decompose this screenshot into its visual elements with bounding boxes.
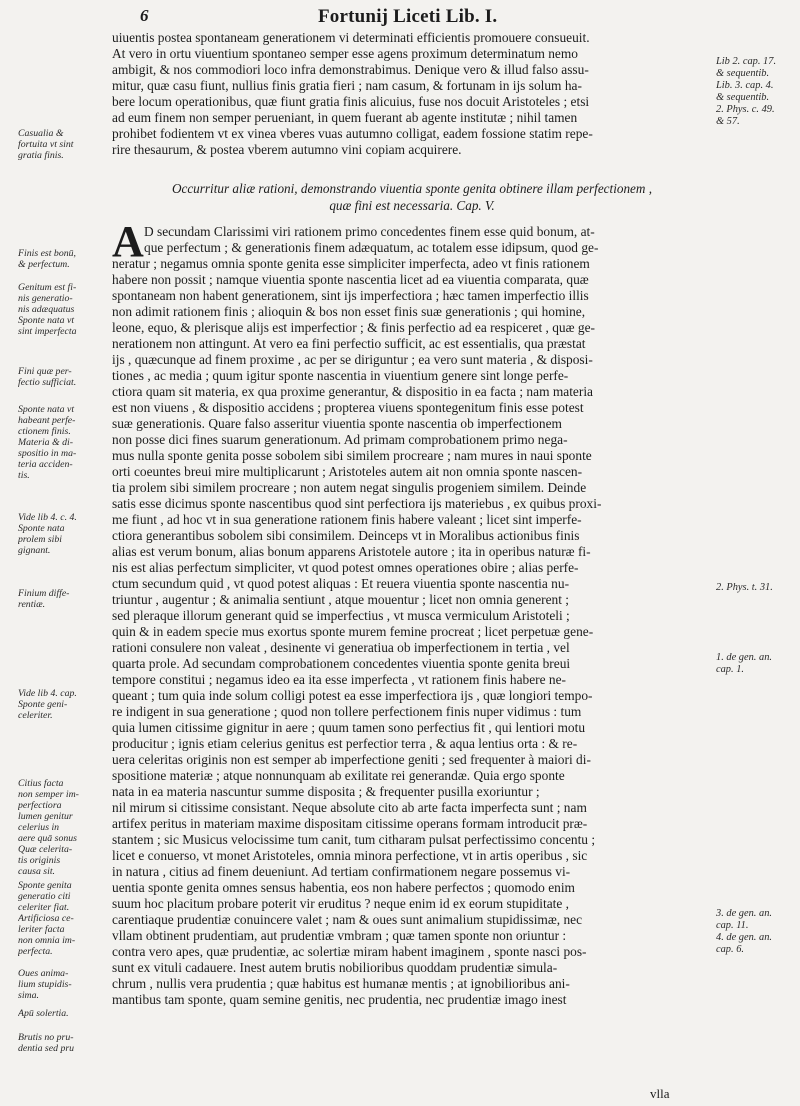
text-line: queant ; tum quia inde solum colligi potest ea esse imperfectiora ijs , quæ longiori tempo- xyxy=(112,688,593,703)
margin-note-line: Vide lib 4. c. 4. xyxy=(18,512,77,523)
text-line: bere locum operationibus, quæ fiunt gratia finis alicuius, fuse nos docuit Aristoteles ; etsi xyxy=(112,94,590,109)
margin-citation xyxy=(716,652,800,676)
text-line: non posse dici fines suarum generationum. Ad primam comprobationem primo nega- xyxy=(112,432,568,447)
text-line: contra vero apes, quæ prudentiæ, ac solertiæ miram habent imaginem , sponte nasci pos- xyxy=(112,944,587,959)
margin-note-line: ctionem finis. xyxy=(18,426,71,437)
margin-note-line: Materia & di- xyxy=(18,437,73,448)
text-line: me fiunt , ad hoc vt in sua generatione rationem finis habere valeant ; licet sint imperfe- xyxy=(112,512,582,527)
margin-note-line: celerius in xyxy=(18,822,60,833)
left-margin-notes xyxy=(0,0,108,1106)
margin-note-line: Genitum est fi- xyxy=(18,282,77,293)
right-margin-notes xyxy=(716,0,800,1106)
chapter-body xyxy=(112,217,712,1008)
text-line: uiuentis postea spontaneam generationem vi determinati efficientis promouere consueuit. xyxy=(112,30,590,45)
text-line: licet e conuerso, vt monet Aristoteles, omnia minora perfectione, vt in artis operibus , sic xyxy=(112,848,588,863)
margin-note-line: lium stupidis- xyxy=(18,979,72,990)
text-line: nis est alias perfectum simpliciter, vt quod potest omnes operationes obire ; alias perfe- xyxy=(112,560,579,575)
drop-cap: A xyxy=(112,217,144,266)
text-line: uera celeritas originis non est semper ab imperfectione geniti ; sed frequenter à maiori di- xyxy=(112,752,591,767)
text-line: D secundam Clarissimi viri rationem primo concedentes finem esse quid bonum, at- xyxy=(144,224,595,239)
text-line: quia lumen citissime gignitur in aere ; quum tamen sono perfectius fit , qui lentiori motu xyxy=(112,720,586,735)
text-line: uentia sponte genita omnes sensus habentia, eos non habere perfectos ; quomodo enim xyxy=(112,880,575,895)
margin-note-line: causa sit. xyxy=(18,866,56,877)
margin-note-line: non omnia im- xyxy=(18,935,76,946)
margin-note-line: Sponte nata vt xyxy=(18,315,75,326)
text-line: rire thesaurum, & postea vberem autumno vini copiam acquirere. xyxy=(112,142,462,157)
margin-note-line: prolem sibi xyxy=(18,534,62,545)
margin-note-line: teria acciden- xyxy=(18,459,73,470)
text-line: mus nulla sponte genita posse sobolem sibi similem procreare ; nam mures in naui sponte xyxy=(112,448,592,463)
chapter-heading-line: quæ fini est necessaria. Cap. V. xyxy=(329,198,495,213)
margin-note xyxy=(18,282,108,337)
margin-citation-line: 1. de gen. an. xyxy=(716,652,772,663)
text-line: quin & in eadem specie mus exortus sponte murem femine procreat ; licet perpetuæ gene- xyxy=(112,624,594,639)
text-line: nil mirum si citissime consistant. Neque absolute cito ab arte facta imperfecta sunt ; nam xyxy=(112,800,587,815)
catchword: vlla xyxy=(650,1086,670,1101)
margin-note-line: Casualia & xyxy=(18,128,64,139)
text-line: non adimit rationem finis ; alioquin & bos non esset finis suæ generationis ; qui homine, xyxy=(112,304,586,319)
intro-paragraph xyxy=(112,30,712,158)
text-line: sunt ex vituli cadauere. Inest autem brutis nobilioribus quoddam prudentiæ simula- xyxy=(112,960,558,975)
margin-note-line: celeriter. xyxy=(18,710,53,721)
text-line: que perfectum ; & generationis finem adæquatum, ac totalem esse idipsum, quod ge- xyxy=(144,240,599,255)
text-line: satis esse dicimus sponte nascentibus quod sint perfectiora ijs materiebus , ex quibus proxi- xyxy=(112,496,602,511)
text-line: producitur ; ignis etiam celerius genitus est perfectior terra , & aqua lentius orta : & re- xyxy=(112,736,578,751)
margin-note-line: generatio citi xyxy=(18,891,71,902)
text-line: rationi consulere non valeat , desinente vi generatiua ob imperfectionem in tertia , vel xyxy=(112,640,570,655)
margin-note-line: sint imperfecta xyxy=(18,326,77,337)
margin-citation-line: & sequentib. xyxy=(716,92,770,103)
margin-note xyxy=(18,588,108,610)
margin-note-line: rentiæ. xyxy=(18,599,46,610)
text-line: in natura , citius ad finem deueniunt. Ad tertiam confirmationem negare possemus vi- xyxy=(112,864,571,879)
text-line: tempore constitui ; negamus ideo ea ita esse imperfecta , vt rationem finis habere ne- xyxy=(112,672,567,687)
margin-citation-line: 4. de gen. an. xyxy=(716,932,772,943)
margin-note-line: perfectiora xyxy=(18,800,62,811)
margin-note-line: Vide lib 4. cap. xyxy=(18,688,77,699)
margin-citation xyxy=(716,56,800,128)
margin-note xyxy=(18,880,108,957)
text-line: ijs , quæcunque ad finem proxime , ac per se diriguntur ; ea vero sunt materia , & disposi- xyxy=(112,352,593,367)
margin-note-line: Sponte nata vt xyxy=(18,404,75,415)
text-line: ctiora quam sit materia, ex qua proxime generantur, & dispositio in ea facta ; nam materia xyxy=(112,384,593,399)
margin-note-line: tis originis xyxy=(18,855,61,866)
margin-citation-line: 2. Phys. t. 31. xyxy=(716,582,773,593)
margin-note-line: gignant. xyxy=(18,545,51,556)
margin-note xyxy=(18,128,108,161)
text-line: spositione materiæ ; atque nonnunquam ab exilitate rei generandæ. Quia ergo sponte xyxy=(112,768,565,783)
running-title: Fortunij Liceti Lib. I. xyxy=(318,6,498,27)
text-line: ambigit, & nos commodiori loco infra demonstrabimus. Denique vero & illud falso assu- xyxy=(112,62,589,77)
text-line: triuntur , augentur ; & animalia sentiunt , atque mouentur ; licet non omnia generent ; xyxy=(112,592,570,607)
margin-note xyxy=(18,366,108,388)
margin-note-line: aere quā sonus xyxy=(18,833,77,844)
chapter-text xyxy=(112,217,712,1008)
margin-note-line: Fini quæ per- xyxy=(18,366,72,377)
page-header xyxy=(0,6,800,28)
text-line: ctiora generantibus sobolem sibi consimilem. Deinceps vt in Moralibus actionibus finis xyxy=(112,528,580,543)
margin-note-line: non semper im- xyxy=(18,789,79,800)
margin-citation-line: & sequentib. xyxy=(716,68,770,79)
margin-note-line: fectio sufficiat. xyxy=(18,377,77,388)
margin-note xyxy=(18,1032,108,1054)
text-line: stantem ; sic Musicus velocissime tum canit, tum citharam pulsat perfectissimo concentu ; xyxy=(112,832,596,847)
margin-note-line: Citius facta xyxy=(18,778,64,789)
text-line: alias est verum bonum, alias bonum apparens Aristotele autore ; ita in operibus naturæ fi- xyxy=(112,544,591,559)
text-line: sed pleraque illorum generant quid se imperfectius , vt musca vermiculum Aristoteli ; xyxy=(112,608,570,623)
margin-note-line: perfecta. xyxy=(18,946,53,957)
margin-note xyxy=(18,968,108,1001)
chapter-heading xyxy=(112,180,712,214)
margin-note-line: Apū solertia. xyxy=(18,1008,69,1019)
margin-note-line: Quæ celerita- xyxy=(18,844,73,855)
margin-note xyxy=(18,404,108,481)
margin-citation-line: & 57. xyxy=(716,116,740,127)
margin-citation-line: cap. 11. xyxy=(716,920,749,931)
margin-note-line: spositio in ma- xyxy=(18,448,77,459)
margin-note-line: lumen genitur xyxy=(18,811,73,822)
margin-citation-line: 3. de gen. an. xyxy=(716,908,772,919)
page-number: 6 xyxy=(140,6,149,25)
margin-note xyxy=(18,512,108,556)
margin-citation-line: cap. 1. xyxy=(716,664,744,675)
margin-note-line: fortuita vt sint xyxy=(18,139,74,150)
text-line: At vero in ortu viuentium spontaneo semper esse agens proximum determinatum nemo xyxy=(112,46,578,61)
margin-note-line: Brutis no pru- xyxy=(18,1032,74,1043)
margin-citation-line: Lib 2. cap. 17. xyxy=(716,56,777,67)
margin-note-line: habeant perfe- xyxy=(18,415,76,426)
text-line: ad eum finem non semper perueniant, in quem fuerant ab agente institutæ ; nihil tamen xyxy=(112,110,578,125)
text-line: prohibet fodientem vt ex vinea vberes vuas autumno colligat, eadem fossione statim repe- xyxy=(112,126,593,141)
text-line: tia prolem sibi similem procreare ; non autem negat singulis progeniem similem. Deinde xyxy=(112,480,587,495)
text-line: spontaneam non habent generationem, sint ijs imperfectiora ; hæc tamen imperfectio illis xyxy=(112,288,589,303)
text-line: chrum , nullis vera prudentia ; quæ habitus est humanæ mentis ; at ignobilioribus ani- xyxy=(112,976,570,991)
margin-note-line: Sponte nata xyxy=(18,523,65,534)
chapter-heading-line: Occurritur aliæ rationi, demonstrando viuentia sponte genita obtinere illam perfectionem , xyxy=(171,181,653,196)
text-line: vllam obtinent prudentiam, aut prudentiæ vmbram ; quæ tamen sponte non oriuntur : xyxy=(112,928,567,943)
text-line: re indigent in sua generatione ; quod non tollere perfectionem finis nuper vidimus : tum xyxy=(112,704,582,719)
text-line: habere non possit ; namque viuentia sponte nascentia licet ad ea viuentia comparata, quæ xyxy=(112,272,589,287)
text-line: artifex peritus in materiam maxime dispositam citissime operans formam introducit præ- xyxy=(112,816,588,831)
margin-note-line: tis. xyxy=(18,470,30,481)
text-line: ctum secundum quid , vt quod potest aliquas : Et reuera viuentia sponte nascentia nu- xyxy=(112,576,570,591)
text-line: nata in ea materia nascuntur summe disposita ; & frequenter pusilla exoriuntur ; xyxy=(112,784,540,799)
margin-citation-line: cap. 6. xyxy=(716,944,744,955)
text-line: leone, equo, & plerisque alijs est imperfectior ; & finis perfectio ad ea respiceret , quæ ge- xyxy=(112,320,596,335)
margin-note-line: gratia finis. xyxy=(18,150,64,161)
margin-note-line: leriter facta xyxy=(18,924,65,935)
margin-note-line: Finis est bonū, xyxy=(18,248,76,259)
margin-note-line: sima. xyxy=(18,990,39,1001)
margin-note-line: nis adæquatus xyxy=(18,304,75,315)
margin-note-line: & perfectum. xyxy=(18,259,70,270)
margin-note-line: Sponte geni- xyxy=(18,699,68,710)
text-line: nerationem non attingunt. At vero ea fini perfectio sufficit, ac est essentialis, qua præstat xyxy=(112,336,586,351)
margin-citation-line: 2. Phys. c. 49. xyxy=(716,104,775,115)
margin-citation-line: Lib. 3. cap. 4. xyxy=(716,80,774,91)
text-line: est non viuens , & dispositio accidens ; propterea viuens spontegenitum finis esse potest xyxy=(112,400,584,415)
text-line: neratur ; negamus omnia sponte genita esse simpliciter imperfecta, adeo vt finis rationem xyxy=(112,256,590,271)
margin-note xyxy=(18,688,108,721)
margin-note-line: Artificiosa ce- xyxy=(18,913,74,924)
text-line: mitur, quæ casu fiunt, nullius finis gratia fieri ; nam casum, & fortunam in ijs solum ha- xyxy=(112,78,582,93)
text-line: orti coeuntes breui mire multiplicarunt ; Aristoteles autem ait non omnia sponte nascen- xyxy=(112,464,583,479)
text-line: tiones , ac media ; quum igitur sponte nascentia in viuentium genere sint longe perfe- xyxy=(112,368,569,383)
margin-note xyxy=(18,1008,108,1019)
margin-citation xyxy=(716,908,800,956)
text-line: carentiaque prudentiæ conuincere valet ; nam & oues sunt animalium stupidissimæ, nec xyxy=(112,912,583,927)
margin-note xyxy=(18,778,108,877)
margin-note-line: dentia sed pru xyxy=(18,1043,75,1054)
margin-note-line: nis generatio- xyxy=(18,293,73,304)
text-line: quarta prole. Ad secundam comprobationem concedentes viuentia sponte genita breui xyxy=(112,656,571,671)
margin-note xyxy=(18,248,108,270)
margin-note-line: celeriter fiat. xyxy=(18,902,70,913)
margin-citation xyxy=(716,582,800,594)
text-line: mantibus tam sponte, quam semine genitis, nec prudentia, nec prudentiæ imago inest xyxy=(112,992,567,1007)
main-text-column xyxy=(112,30,712,1008)
text-line: suæ generationis. Quare falso asseritur viuentia sponte nascentia ob imperfectionem xyxy=(112,416,562,431)
margin-note-line: Finium diffe- xyxy=(18,588,70,599)
margin-note-line: Oues anima- xyxy=(18,968,69,979)
margin-note-line: Sponte genita xyxy=(18,880,72,891)
text-line: suum hoc placitum probare poterit vir eruditus ? neque enim id ex eorum stupiditate , xyxy=(112,896,570,911)
